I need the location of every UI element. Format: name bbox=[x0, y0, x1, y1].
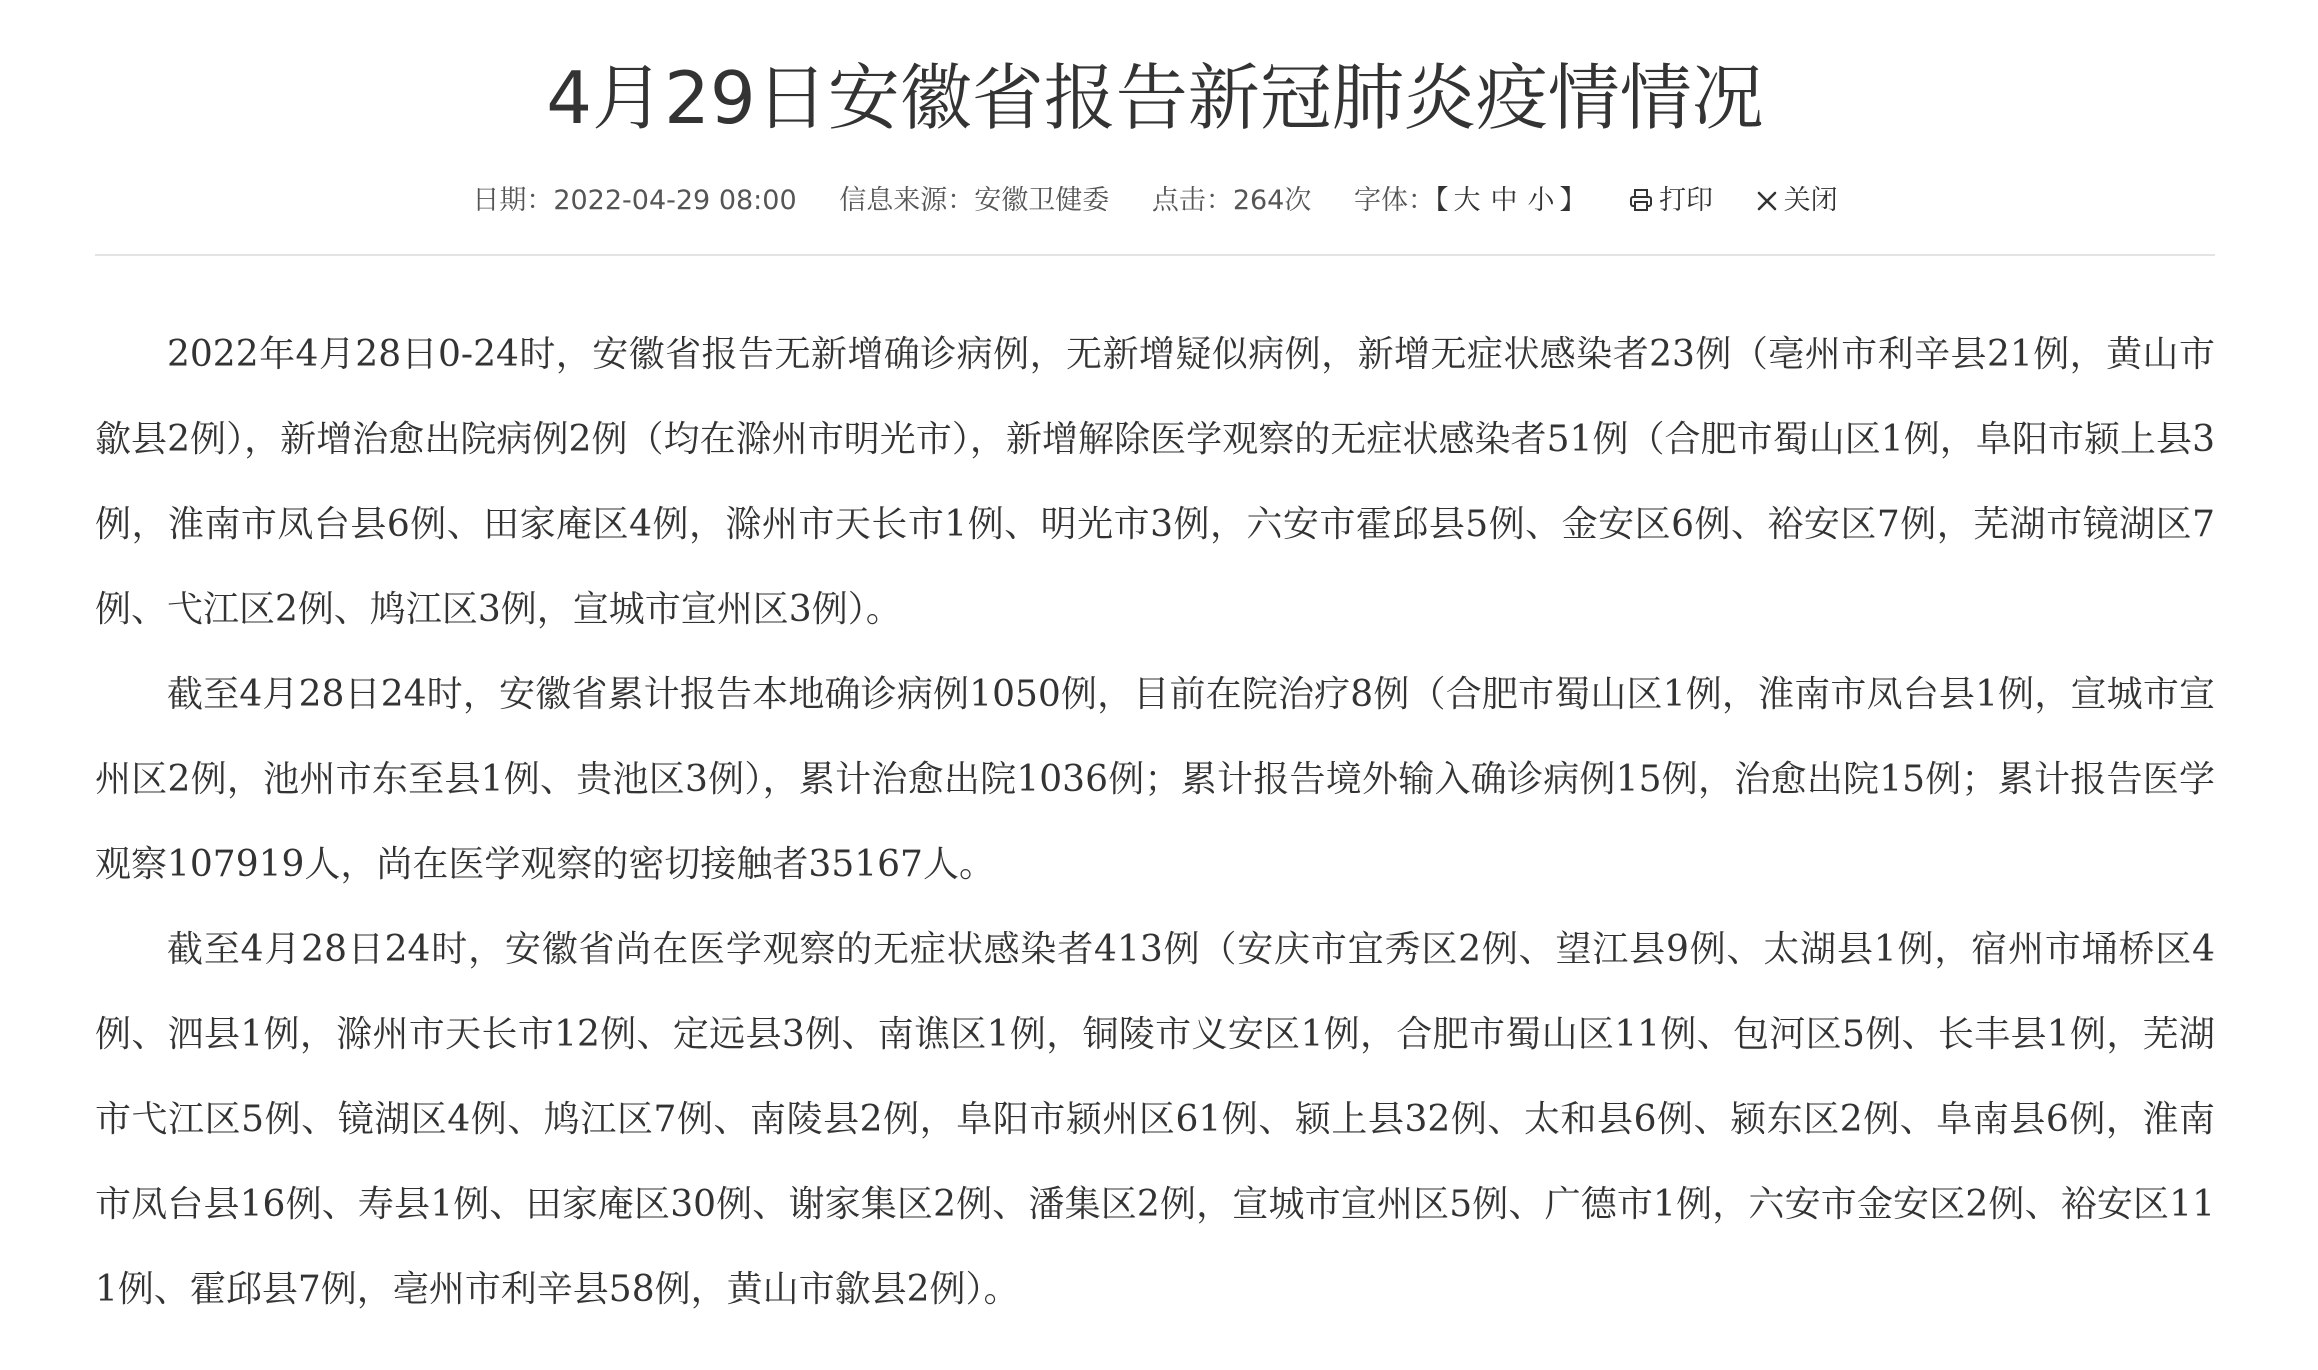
click-count bbox=[1152, 179, 1312, 223]
article-container bbox=[95, 0, 2215, 1332]
publish-date-value: 2022-04-29 08:00 bbox=[553, 184, 797, 216]
article-meta-bar bbox=[95, 178, 2215, 222]
publish-date bbox=[472, 179, 796, 223]
body-paragraph: 截至4月28日24时，安徽省累计报告本地确诊病例1050例，目前在院治疗8例（合肥市蜀山区1例，淮南市凤台县1例，宣城市宣州区2例，池州市东至县1例、贵池区3例），累计治愈出院1036例；累计报告境外输入确诊病例15例，治愈出院15例；累计报告医学观察107919人，尚在医学观察的密切接触者35167人。 bbox=[95, 674, 2215, 885]
header-divider bbox=[95, 254, 2215, 256]
print-button[interactable] bbox=[1629, 179, 1713, 223]
body-paragraph: 2022年4月28日0-24时，安徽省报告无新增确诊病例，无新增疑似病例，新增无症状感染者23例（亳州市利辛县21例，黄山市歙县2例），新增治愈出院病例2例（均在滁州市明光市），新增解除医学观察的无症状感染者51例（合肥市蜀山区1例，阜阳市颍上县3例，淮南市凤台县6例、田家庵区4例，滁州市天长市1例、明光市3例，六安市霍邱县5例、金安区6例、裕安区7例，芜湖市镜湖区7例、弋江区2例、鸠江区3例，宣城市宣州区3例）。 bbox=[95, 334, 2215, 630]
font-bracket-close: 】 bbox=[1559, 184, 1587, 216]
font-small-button[interactable]: 小 bbox=[1527, 184, 1555, 216]
close-icon bbox=[1756, 190, 1778, 212]
info-source-label: 信息来源： bbox=[839, 184, 975, 216]
click-count-value: 264次 bbox=[1232, 184, 1312, 216]
info-source-value: 安徽卫健委 bbox=[974, 184, 1110, 216]
body-paragraph: 截至4月28日24时，安徽省尚在医学观察的无症状感染者413例（安庆市宜秀区2例、望江县9例、太湖县1例，宿州市埇桥区4例、泗县1例，滁州市天长市12例、定远县3例、南谯区1例，铜陵市义安区1例，合肥市蜀山区11例、包河区5例、长丰县1例，芜湖市弋江区5例、镜湖区4例、鸠江区7例、南陵县2例，阜阳市颍州区61例、颍上县32例、太和县6例、颍东区2例、阜南县6例，淮南市凤台县16例、寿县1例、田家庵区30例、谢家集区2例、潘集区2例，宣城市宣州区5例、广德市1例，六安市金安区2例、裕安区111例、霍邱县7例，亳州市利辛县58例，黄山市歙县2例）。 bbox=[95, 929, 2215, 1310]
article-title: 4月29日安徽省报告新冠肺炎疫情情况 bbox=[546, 56, 1764, 140]
close-label: 关闭 bbox=[1783, 184, 1838, 216]
info-source bbox=[839, 179, 1109, 223]
font-size-label: 字体： bbox=[1353, 184, 1435, 216]
click-count-label: 点击： bbox=[1151, 184, 1233, 216]
font-size-selector bbox=[1354, 179, 1587, 223]
print-label: 打印 bbox=[1659, 184, 1714, 216]
article-body bbox=[95, 312, 2215, 1332]
publish-date-label: 日期： bbox=[472, 184, 554, 216]
font-medium-button[interactable]: 中 bbox=[1490, 184, 1518, 216]
close-button[interactable] bbox=[1756, 179, 1838, 223]
font-bracket-open: 【 bbox=[1434, 184, 1449, 216]
printer-icon bbox=[1629, 188, 1653, 212]
font-large-button[interactable]: 大 bbox=[1453, 184, 1481, 216]
